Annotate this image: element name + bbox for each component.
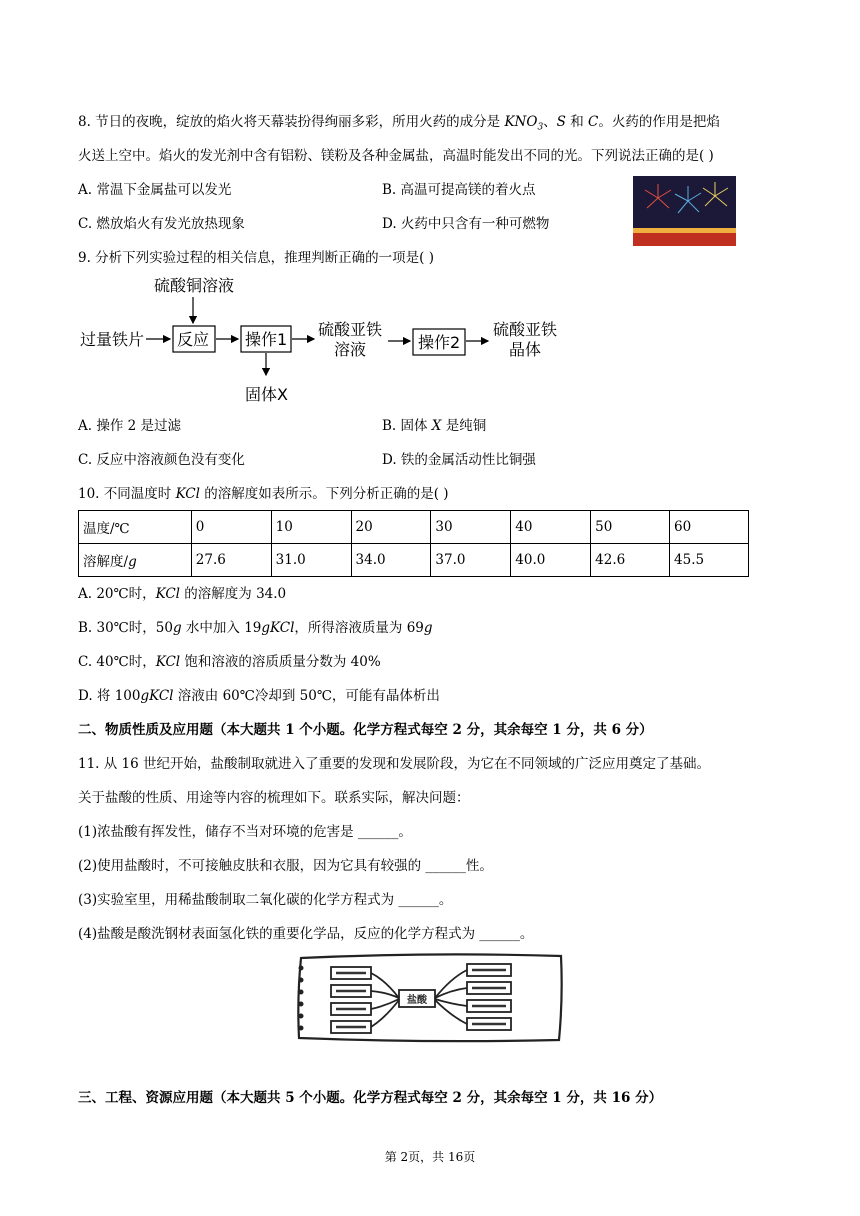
q8-stem-line2: 火送上空中。焰火的发光剂中含有铝粉、镁粉及各种金属盐，高温时能发出不同的光。下列说法正确的是( )	[78, 148, 714, 164]
flow-ferrous-crystal-line1: 硫酸亚铁	[493, 320, 558, 339]
q11-stem-line2: 关于盐酸的性质、用途等内容的梳理如下。联系实际，解决问题：	[78, 790, 470, 806]
table-cell: 45.5	[670, 544, 749, 577]
q9-option-b: B. 固体 X 是纯铜	[382, 418, 487, 434]
section-3-heading: 三、工程、资源应用题（本大题共 5 个小题。化学方程式每空 2 分，其余每空 1 分，共 16 分）	[78, 1090, 663, 1106]
q9-option-c: C. 反应中溶液颜色没有变化	[78, 452, 245, 468]
flow-op2-label: 操作2	[418, 333, 461, 352]
table-cell: 溶解度/g	[79, 544, 192, 577]
q11-part-4: (4)盐酸是酸洗钢材表面氢化铁的重要化学品，反应的化学方程式为 ______。	[78, 926, 534, 942]
flow-ferrous-crystal-line2: 晶体	[509, 340, 542, 359]
process-flow-diagram	[78, 275, 578, 410]
table-cell: 40	[511, 511, 591, 544]
fireworks-photo	[633, 176, 736, 246]
table-row-solubility	[79, 544, 749, 577]
kcl-solubility-table	[78, 510, 749, 577]
q10-option-c: C. 40℃时，KCl 饱和溶液的溶质质量分数为 40%	[78, 654, 381, 670]
page-footer: 第 2页，共 16页	[384, 1150, 476, 1164]
q8-stem-line1: 8. 节日的夜晚，绽放的焰火将天幕装扮得绚丽多彩，所用火药的成分是 $KNO_3$、S 和 C。火药的作用是把焰	[78, 114, 720, 133]
flow-solid-x-label: 固体X	[245, 385, 288, 404]
flow-ferrous-solution-line2: 溶液	[334, 340, 367, 359]
q9-option-a: A. 操作 2 是过滤	[78, 418, 182, 434]
hydrochloric-acid-mindmap	[295, 950, 565, 1045]
q9-stem: 9. 分析下列实验过程的相关信息，推理判断正确的一项是( )	[78, 250, 434, 266]
table-cell: 31.0	[271, 544, 351, 577]
table-cell: 20	[351, 511, 431, 544]
flow-ferrous-solution-line1: 硫酸亚铁	[318, 320, 383, 339]
q10-option-b: B. 30℃时，50g 水中加入 19gKCl，所得溶液质量为 69g	[78, 620, 433, 636]
table-cell: 30	[431, 511, 511, 544]
flow-reaction-label: 反应	[177, 330, 210, 349]
table-cell: 50	[591, 511, 670, 544]
table-cell: 42.6	[591, 544, 670, 577]
table-cell: 温度/℃	[79, 511, 192, 544]
q10-option-d: D. 将 100gKCl 溶液由 60℃冷却到 50℃，可能有晶体析出	[78, 688, 440, 704]
q8-option-b: B. 高温可提高镁的着火点	[382, 182, 536, 198]
table-cell: 10	[271, 511, 351, 544]
q8-option-c: C. 燃放焰火有发光放热现象	[78, 216, 245, 232]
q10-option-a: A. 20℃时，KCl 的溶解度为 34.0	[78, 586, 287, 602]
table-cell: 34.0	[351, 544, 431, 577]
q11-part-3: (3)实验室里，用稀盐酸制取二氧化碳的化学方程式为 ______。	[78, 892, 453, 908]
table-cell: 40.0	[511, 544, 591, 577]
table-cell: 0	[191, 511, 271, 544]
table-row-temperature	[79, 511, 749, 544]
table-cell: 37.0	[431, 544, 511, 577]
q9-option-d: D. 铁的金属活动性比铜强	[382, 452, 536, 468]
table-cell: 60	[670, 511, 749, 544]
q11-part-1: (1)浓盐酸有挥发性，储存不当对环境的危害是 ______。	[78, 824, 412, 840]
q11-stem-line1: 11. 从 16 世纪开始，盐酸制取就进入了重要的发现和发展阶段，为它在不同领域的广泛应用奠定了基础。	[78, 756, 711, 772]
mindmap-center-label: 盐酸	[407, 995, 427, 1006]
flow-copper-sulfate-label: 硫酸铜溶液	[154, 276, 235, 295]
flow-op1-label: 操作1	[245, 330, 288, 349]
section-2-heading: 二、物质性质及应用题（本大题共 1 个小题。化学方程式每空 2 分，其余每空 1 分，共 6 分）	[78, 722, 653, 738]
q11-part-2: (2)使用盐酸时，不可接触皮肤和衣服，因为它具有较强的 ______性。	[78, 858, 493, 874]
q10-stem: 10. 不同温度时 KCl 的溶解度如表所示。下列分析正确的是( )	[78, 486, 449, 502]
q8-option-d: D. 火药中只含有一种可燃物	[382, 216, 550, 232]
q8-option-a: A. 常温下金属盐可以发光	[78, 182, 232, 198]
flow-iron-label: 过量铁片	[80, 330, 145, 349]
table-cell: 27.6	[191, 544, 271, 577]
